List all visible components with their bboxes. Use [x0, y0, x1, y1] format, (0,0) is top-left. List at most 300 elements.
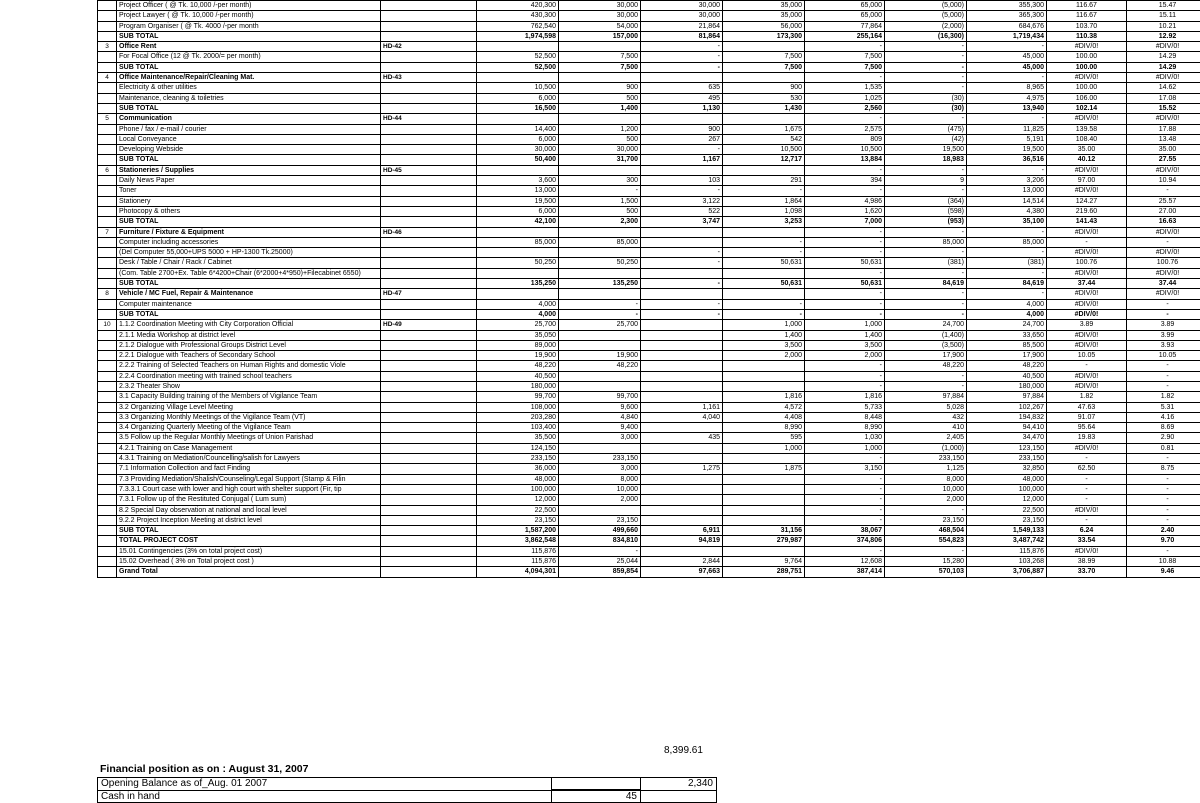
row-description: 3.1 Capacity Building training of the Members of Vigilance Team	[117, 392, 381, 402]
row-description: 2.1.1 Media Workshop at district level	[117, 330, 381, 340]
row-value: 3,253	[723, 217, 805, 227]
row-description: Project Officer ( @ Tk. 10,000 /-per month)	[117, 1, 381, 11]
row-value: 100,000	[967, 484, 1047, 494]
table-row	[98, 474, 1200, 484]
row-value: 435	[641, 433, 723, 443]
row-description: Project Lawyer ( @ Tk. 10,000 /-per month)	[117, 11, 381, 21]
row-value: -	[641, 258, 723, 268]
row-value: 99,700	[477, 392, 559, 402]
row-value: 14.62	[1127, 83, 1200, 93]
row-value: 542	[723, 134, 805, 144]
table-row	[98, 83, 1200, 93]
row-value: #DIV/0!	[1047, 165, 1127, 175]
row-value: 30,000	[641, 11, 723, 21]
row-value: 15,280	[885, 557, 967, 567]
row-value: #DIV/0!	[1047, 505, 1127, 515]
table-row	[98, 464, 1200, 474]
row-value: -	[1127, 495, 1200, 505]
row-value: #DIV/0!	[1127, 165, 1200, 175]
row-value	[477, 268, 559, 278]
row-value: 233,150	[477, 454, 559, 464]
row-value: 180,000	[477, 381, 559, 391]
row-value: 14,400	[477, 124, 559, 134]
row-value: 37.44	[1127, 279, 1200, 289]
row-value: 35,500	[477, 433, 559, 443]
row-description: Stationeries / Supplies	[117, 165, 381, 175]
row-value: 100.76	[1127, 258, 1200, 268]
row-value: 10.88	[1127, 557, 1200, 567]
row-code	[381, 443, 477, 453]
row-number	[98, 567, 117, 577]
row-value: 1,587,200	[477, 526, 559, 536]
row-value: 1,000	[723, 443, 805, 453]
row-value: 106.00	[1047, 93, 1127, 103]
row-value: 267	[641, 134, 723, 144]
row-value	[477, 165, 559, 175]
row-value: -	[885, 299, 967, 309]
row-value: 233,150	[967, 454, 1047, 464]
row-code	[381, 248, 477, 258]
row-code: HD-49	[381, 320, 477, 330]
row-value: 38.99	[1047, 557, 1127, 567]
row-number	[98, 186, 117, 196]
row-value: 17.88	[1127, 124, 1200, 134]
row-value: -	[1047, 474, 1127, 484]
row-number: 7	[98, 227, 117, 237]
row-value: -	[805, 484, 885, 494]
row-value: -	[805, 186, 885, 196]
row-value: 495	[641, 93, 723, 103]
row-number	[98, 299, 117, 309]
row-value	[641, 371, 723, 381]
row-code	[381, 412, 477, 422]
row-code	[381, 186, 477, 196]
row-description: 2.2.2 Training of Selected Teachers on Human Rights and domestic Viole	[117, 361, 381, 371]
row-number: 4	[98, 73, 117, 83]
row-description: 4.2.1 Training on Case Management	[117, 443, 381, 453]
row-value: -	[1047, 495, 1127, 505]
row-value: 103,400	[477, 423, 559, 433]
row-value: -	[1047, 237, 1127, 247]
row-value: 100.00	[1047, 83, 1127, 93]
row-value: 42,100	[477, 217, 559, 227]
table-row	[98, 1, 1200, 11]
row-code	[381, 557, 477, 567]
row-value: -	[885, 227, 967, 237]
row-value: 8,990	[723, 423, 805, 433]
subtotal-row	[98, 309, 1200, 319]
row-value: 108,000	[477, 402, 559, 412]
row-value: -	[641, 186, 723, 196]
row-number	[98, 526, 117, 536]
row-number	[98, 258, 117, 268]
table-row	[98, 237, 1200, 247]
row-number	[98, 134, 117, 144]
subtotal-row	[98, 526, 1200, 536]
row-code	[381, 124, 477, 134]
row-value: -	[1127, 371, 1200, 381]
row-number	[98, 155, 117, 165]
row-value: -	[805, 515, 885, 525]
row-number	[98, 31, 117, 41]
row-value: 30,000	[559, 11, 641, 21]
row-value: 3,500	[805, 340, 885, 350]
row-value: 6.24	[1047, 526, 1127, 536]
cash-in-hand-row	[98, 790, 717, 803]
row-value: (5,000)	[885, 1, 967, 11]
row-value: 14.29	[1127, 62, 1200, 72]
row-value: 50,400	[477, 155, 559, 165]
row-description: 2.3.2 Theater Show	[117, 381, 381, 391]
row-value: 5,733	[805, 402, 885, 412]
row-value: 2,575	[805, 124, 885, 134]
table-row	[98, 515, 1200, 525]
row-value: 25,700	[559, 320, 641, 330]
row-value: #DIV/0!	[1047, 299, 1127, 309]
row-value: -	[805, 309, 885, 319]
row-value: 85,000	[885, 237, 967, 247]
row-value: -	[805, 42, 885, 52]
row-description: (Com. Table 2700+Ex. Table 6*4200+Chair (6*2000+4*950)+Filecabinet 6550)	[117, 268, 381, 278]
row-value: 3,150	[805, 464, 885, 474]
row-value: 40.12	[1047, 155, 1127, 165]
row-value	[723, 495, 805, 505]
row-description: (Del Computer 55,000+UPS 5000 + HP-1300 Tk.25000)	[117, 248, 381, 258]
row-value: 85,000	[477, 237, 559, 247]
row-value: (30)	[885, 103, 967, 113]
row-value: 11,825	[967, 124, 1047, 134]
row-number	[98, 145, 117, 155]
row-value: 31,156	[723, 526, 805, 536]
row-value	[641, 330, 723, 340]
row-value: 91.07	[1047, 412, 1127, 422]
row-value: 115,876	[477, 546, 559, 556]
row-value: 3,122	[641, 196, 723, 206]
row-value: -	[641, 309, 723, 319]
row-code	[381, 546, 477, 556]
row-value	[723, 546, 805, 556]
subtotal-row	[98, 567, 1200, 577]
row-number	[98, 412, 117, 422]
row-value: 30,000	[559, 1, 641, 11]
table-row	[98, 443, 1200, 453]
budget-table-body	[98, 1, 1200, 578]
row-value	[723, 454, 805, 464]
row-description: Communication	[117, 114, 381, 124]
row-description: Stationery	[117, 196, 381, 206]
table-row	[98, 21, 1200, 31]
row-description: 2.2.1 Dialogue with Teachers of Secondary School	[117, 351, 381, 361]
row-value: -	[885, 186, 967, 196]
row-value: 12,608	[805, 557, 885, 567]
row-code: HD-43	[381, 73, 477, 83]
row-value: 3,000	[559, 433, 641, 443]
row-value: #DIV/0!	[1127, 73, 1200, 83]
row-value	[641, 392, 723, 402]
row-value: #DIV/0!	[1047, 289, 1127, 299]
row-number	[98, 237, 117, 247]
row-value: 24,700	[967, 320, 1047, 330]
row-value: -	[805, 237, 885, 247]
row-value: 36,000	[477, 464, 559, 474]
row-number	[98, 495, 117, 505]
row-value: 2.90	[1127, 433, 1200, 443]
row-value: 2,000	[559, 495, 641, 505]
row-value: -	[967, 268, 1047, 278]
row-value: #DIV/0!	[1047, 268, 1127, 278]
row-number	[98, 124, 117, 134]
row-value: 48,000	[967, 474, 1047, 484]
row-code	[381, 1, 477, 11]
row-value: 1,000	[805, 443, 885, 453]
subtotal-row	[98, 155, 1200, 165]
row-value	[723, 165, 805, 175]
row-value: -	[885, 381, 967, 391]
row-value	[559, 371, 641, 381]
table-row	[98, 258, 1200, 268]
row-description: Program Organiser ( @ Tk. 4000 /-per month	[117, 21, 381, 31]
row-value: 1,000	[805, 320, 885, 330]
row-value: 48,220	[967, 361, 1047, 371]
row-value	[641, 505, 723, 515]
row-value: 7,500	[723, 62, 805, 72]
row-value: -	[885, 52, 967, 62]
row-value: -	[885, 62, 967, 72]
row-value: #DIV/0!	[1047, 443, 1127, 453]
row-description: SUB TOTAL	[117, 155, 381, 165]
row-value	[723, 361, 805, 371]
row-value	[559, 330, 641, 340]
row-value: 13,000	[967, 186, 1047, 196]
section-header-row	[98, 165, 1200, 175]
row-value	[641, 443, 723, 453]
row-value: -	[1127, 186, 1200, 196]
row-value: -	[885, 73, 967, 83]
table-row	[98, 392, 1200, 402]
table-row	[98, 402, 1200, 412]
row-code	[381, 279, 477, 289]
table-row	[98, 495, 1200, 505]
row-description: 3.5 Follow up the Regular Monthly Meetings of Union Parishad	[117, 433, 381, 443]
row-value: 81,864	[641, 31, 723, 41]
table-row	[98, 248, 1200, 258]
row-value: 115,876	[967, 546, 1047, 556]
row-value: 1,161	[641, 402, 723, 412]
row-value: #DIV/0!	[1047, 42, 1127, 52]
table-row	[98, 546, 1200, 556]
row-value: 85,000	[967, 237, 1047, 247]
row-value: 47.63	[1047, 402, 1127, 412]
table-row	[98, 93, 1200, 103]
row-value: 468,504	[885, 526, 967, 536]
row-value: 52,500	[477, 52, 559, 62]
row-value: -	[885, 165, 967, 175]
row-value: -	[641, 52, 723, 62]
row-value: #DIV/0!	[1127, 42, 1200, 52]
row-value: 420,300	[477, 1, 559, 11]
table-row	[98, 505, 1200, 515]
row-value: 3,206	[967, 176, 1047, 186]
row-value: 2,844	[641, 557, 723, 567]
row-number	[98, 309, 117, 319]
row-value	[641, 114, 723, 124]
row-value: 432	[885, 412, 967, 422]
row-value: -	[1127, 299, 1200, 309]
row-value	[641, 454, 723, 464]
row-value: 65,000	[805, 1, 885, 11]
row-number	[98, 279, 117, 289]
row-value	[641, 165, 723, 175]
table-row	[98, 145, 1200, 155]
row-value	[559, 73, 641, 83]
row-value: 9	[885, 176, 967, 186]
row-code	[381, 217, 477, 227]
row-value: 157,000	[559, 31, 641, 41]
row-value: -	[805, 299, 885, 309]
row-value: #DIV/0!	[1047, 248, 1127, 258]
row-value: 110.38	[1047, 31, 1127, 41]
row-code	[381, 21, 477, 31]
row-value: 5.31	[1127, 402, 1200, 412]
table-row	[98, 484, 1200, 494]
row-value: -	[805, 73, 885, 83]
row-value: 1,816	[805, 392, 885, 402]
row-value: 7,500	[559, 62, 641, 72]
row-value: 17.08	[1127, 93, 1200, 103]
row-value: 16.63	[1127, 217, 1200, 227]
row-value: 22,500	[967, 505, 1047, 515]
row-value: 289,751	[723, 567, 805, 577]
row-value	[477, 227, 559, 237]
row-description: SUB TOTAL	[117, 526, 381, 536]
row-value: 8,448	[805, 412, 885, 422]
row-value: 15.47	[1127, 1, 1200, 11]
row-value: 859,854	[559, 567, 641, 577]
row-description: SUB TOTAL	[117, 62, 381, 72]
row-value: #DIV/0!	[1127, 114, 1200, 124]
table-row	[98, 176, 1200, 186]
row-value: 4,000	[967, 299, 1047, 309]
row-number	[98, 423, 117, 433]
row-value: 1,675	[723, 124, 805, 134]
row-value: -	[805, 454, 885, 464]
row-value: -	[885, 309, 967, 319]
row-value: 97,884	[967, 392, 1047, 402]
row-value: -	[723, 248, 805, 258]
row-value: 1,000	[723, 320, 805, 330]
row-value: -	[1127, 237, 1200, 247]
row-value: 499,660	[559, 526, 641, 536]
table-row	[98, 186, 1200, 196]
row-description: Local Conveyance	[117, 134, 381, 144]
row-number	[98, 464, 117, 474]
row-value: -	[1047, 515, 1127, 525]
row-value	[477, 114, 559, 124]
row-value: 1,200	[559, 124, 641, 134]
row-value: 56,000	[723, 21, 805, 31]
table-row	[98, 361, 1200, 371]
row-value: (2,000)	[885, 21, 967, 31]
row-value	[723, 515, 805, 525]
row-value: (475)	[885, 124, 967, 134]
row-code	[381, 83, 477, 93]
row-value: 34,470	[967, 433, 1047, 443]
row-value: 100.76	[1047, 258, 1127, 268]
row-description: 7.3.1 Follow up of the Restituted Conjugal ( Lum sum)	[117, 495, 381, 505]
row-value: 12,000	[967, 495, 1047, 505]
row-value	[559, 443, 641, 453]
row-number	[98, 484, 117, 494]
row-value: 1,875	[723, 464, 805, 474]
row-value: #DIV/0!	[1127, 248, 1200, 258]
row-value: 2,300	[559, 217, 641, 227]
subtotal-row	[98, 536, 1200, 546]
row-value: 3.89	[1047, 320, 1127, 330]
row-code: HD-45	[381, 165, 477, 175]
row-code	[381, 309, 477, 319]
row-value: 48,000	[477, 474, 559, 484]
table-row	[98, 124, 1200, 134]
row-value: -	[805, 495, 885, 505]
row-value: 2.40	[1127, 526, 1200, 536]
row-code	[381, 484, 477, 494]
row-value: #DIV/0!	[1047, 309, 1127, 319]
row-value: 6,000	[477, 93, 559, 103]
row-value: -	[885, 42, 967, 52]
row-value	[559, 42, 641, 52]
row-number	[98, 361, 117, 371]
opening-balance-row	[98, 778, 717, 791]
row-code	[381, 371, 477, 381]
opening-balance-spacer	[552, 778, 641, 791]
row-value	[641, 546, 723, 556]
row-value: 1,125	[885, 464, 967, 474]
row-value: -	[559, 546, 641, 556]
extra-value: 8,399.61	[664, 745, 703, 756]
row-code	[381, 299, 477, 309]
row-value: 2,000	[723, 351, 805, 361]
row-value: 135,250	[559, 279, 641, 289]
row-code	[381, 526, 477, 536]
row-value: (953)	[885, 217, 967, 227]
row-value	[723, 381, 805, 391]
row-value: 7,500	[559, 52, 641, 62]
row-value: 1,400	[723, 330, 805, 340]
row-value: -	[967, 114, 1047, 124]
row-value: 9,764	[723, 557, 805, 567]
row-value: 522	[641, 206, 723, 216]
row-value: 10,500	[723, 145, 805, 155]
row-value: 9,400	[559, 423, 641, 433]
row-value: 17,900	[885, 351, 967, 361]
row-code	[381, 206, 477, 216]
table-row	[98, 351, 1200, 361]
row-number	[98, 536, 117, 546]
row-value: (5,000)	[885, 11, 967, 21]
row-value: 635	[641, 83, 723, 93]
row-description: 7.1 Information Collection and fact Finding	[117, 464, 381, 474]
row-value	[723, 42, 805, 52]
row-value: -	[805, 289, 885, 299]
row-description: 1.1.2 Coordination Meeting with City Corporation Official	[117, 320, 381, 330]
row-value: 1,098	[723, 206, 805, 216]
row-value: -	[805, 546, 885, 556]
row-value: 25.57	[1127, 196, 1200, 206]
row-value: #DIV/0!	[1047, 381, 1127, 391]
row-value: 1,974,598	[477, 31, 559, 41]
row-value: -	[641, 299, 723, 309]
row-value: -	[885, 268, 967, 278]
